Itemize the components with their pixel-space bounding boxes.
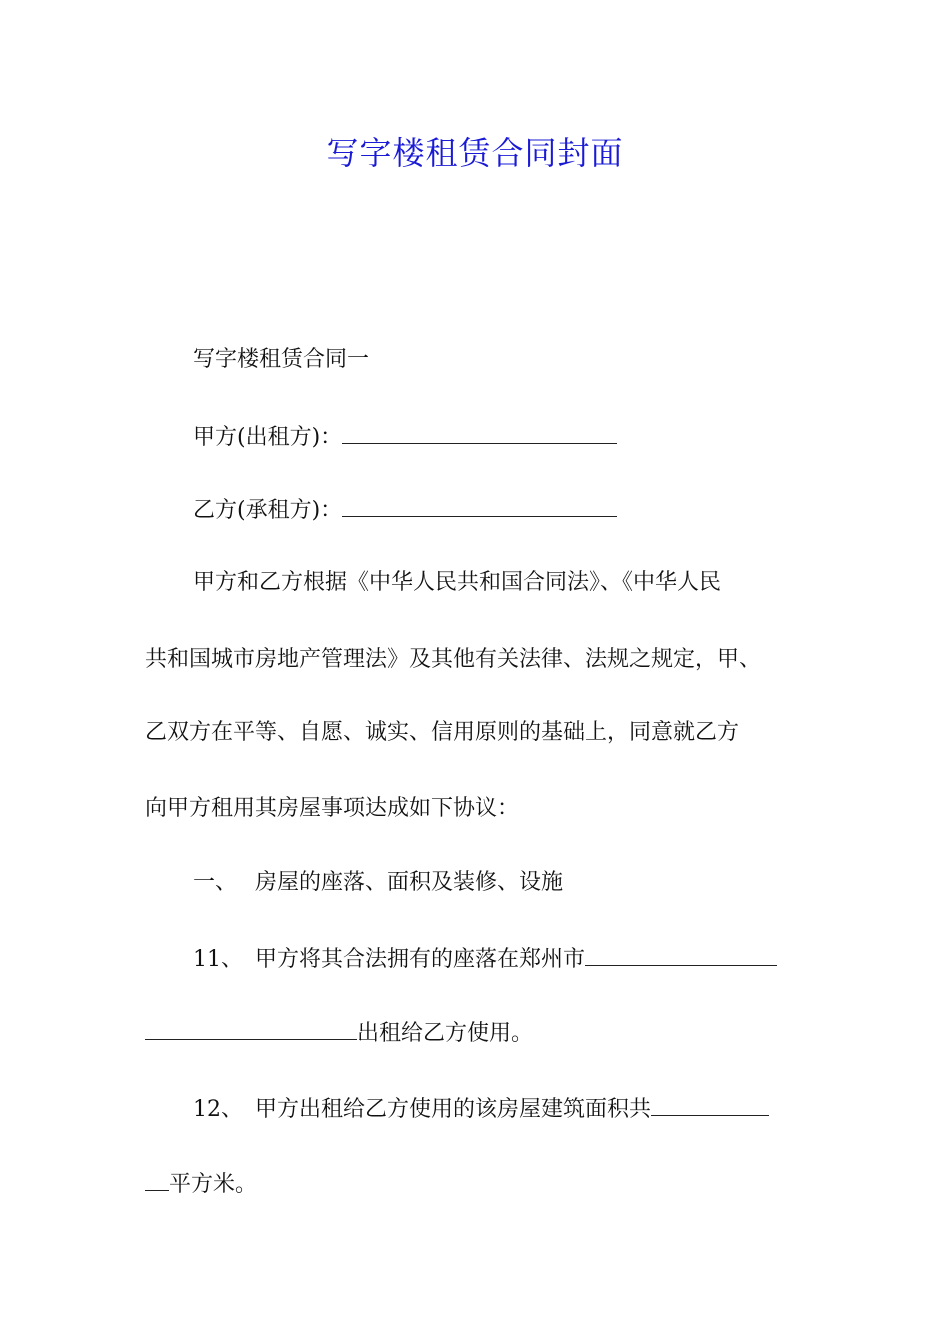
item-11-continued — [145, 1017, 825, 1049]
section-1-heading — [145, 868, 873, 898]
item-11-text: 甲方将其合法拥有的座落在郑州市 — [255, 947, 586, 972]
section-1-number: 一、 — [193, 870, 238, 895]
item-11-line — [145, 943, 873, 975]
section-1-title: 房屋的座落、面积及装修、设施 — [255, 870, 564, 895]
item-12-continued — [145, 1168, 825, 1200]
item-12-number: 12、 — [193, 1097, 243, 1122]
intro-line-4 — [145, 794, 825, 824]
item-11-blank-2 — [145, 1017, 357, 1040]
item-11-blank — [585, 943, 777, 966]
party-a-line — [145, 421, 873, 453]
intro-line-1 — [145, 568, 873, 598]
party-a-blank — [342, 421, 617, 444]
item-12-blank — [651, 1093, 769, 1116]
intro-text-4: 向甲方租用其房屋事项达成如下协议： — [145, 796, 520, 821]
party-b-label: 乙方(承租方)： — [193, 498, 343, 523]
intro-text-2: 共和国城市房地产管理法》及其他有关法律、法规之规定，甲、 — [145, 647, 762, 672]
contract-heading — [145, 345, 873, 375]
party-b-line — [145, 494, 873, 526]
intro-text-1: 甲方和乙方根据《中华人民共和国合同法》、《中华人民 — [193, 570, 722, 595]
item-12-cont-text: 平方米。 — [169, 1172, 258, 1197]
item-12-text: 甲方出租给乙方使用的该房屋建筑面积共 — [255, 1097, 652, 1122]
item-11-cont-text: 出租给乙方使用。 — [357, 1021, 534, 1046]
document-title: 写字楼租赁合同封面 — [326, 134, 624, 172]
intro-line-3 — [145, 718, 825, 748]
contract-heading-text: 写字楼租赁合同一 — [193, 347, 370, 372]
item-12-line — [145, 1093, 873, 1125]
party-a-label: 甲方(出租方)： — [193, 425, 343, 450]
item-11-number: 11、 — [193, 947, 243, 972]
party-b-blank — [342, 494, 617, 517]
item-12-blank-2 — [145, 1168, 169, 1191]
intro-line-2 — [145, 645, 825, 675]
intro-text-3: 乙双方在平等、自愿、诚实、信用原则的基础上，同意就乙方 — [145, 720, 740, 745]
